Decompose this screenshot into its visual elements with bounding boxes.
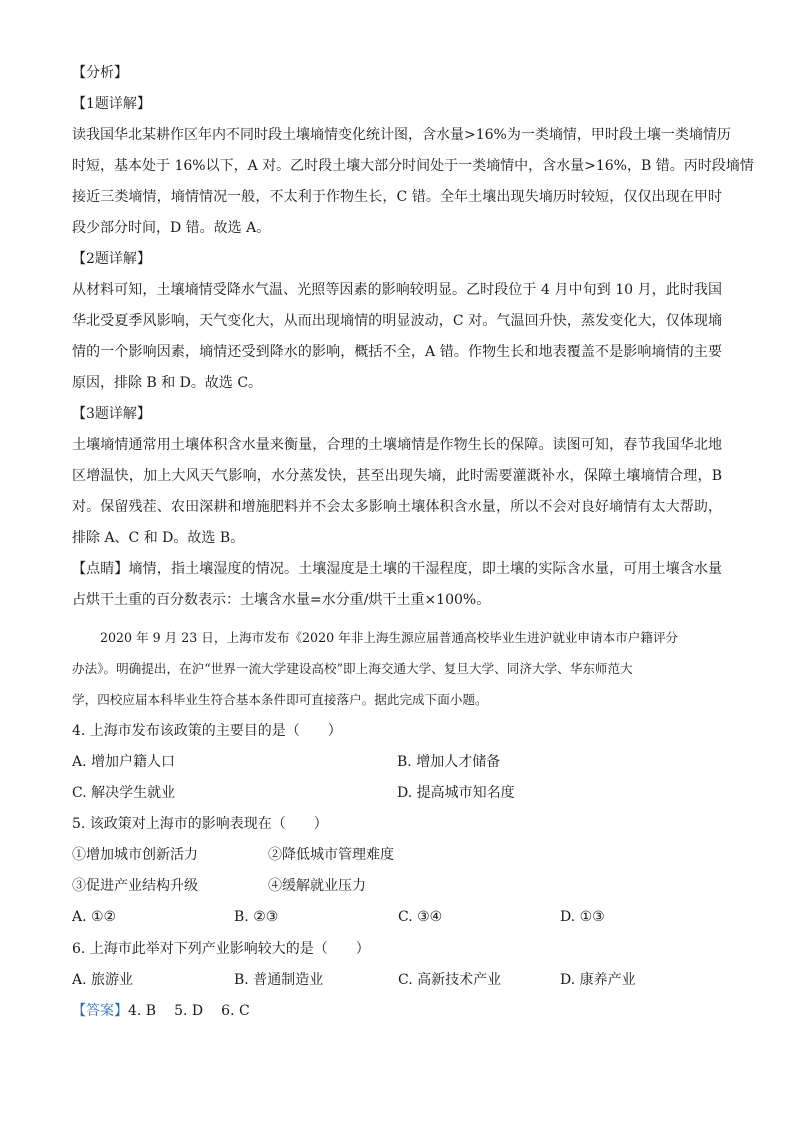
material-line: 2020 年 9 月 23 日，上海市发布《2020 年非上海生源应届普通高校毕业生进沪就业申请本市户籍评分 <box>100 630 679 645</box>
tip-line: 占烘干土重的百分数表示：土壤含水量=水分重/烘干土重×100%。 <box>72 592 491 608</box>
answer-item: 5. D <box>174 1003 204 1019</box>
tip-paragraph <box>72 554 722 616</box>
q3-detail-paragraph <box>72 430 722 554</box>
q6-option-d[interactable]: D. 康养产业 <box>560 972 636 988</box>
q5-stem: 5. 该政策对上海市的影响表现在（ ） <box>72 816 328 832</box>
q4-option-c[interactable]: C. 解决学生就业 <box>72 785 176 801</box>
q5-statement-1: ①增加城市创新活力 <box>72 847 198 863</box>
q5-statement-2: ②降低城市管理难度 <box>268 847 394 863</box>
analysis-section <box>72 58 754 616</box>
q3-line: 对。保留残茬、农田深耕和增施肥料并不会太多影响土壤体积含水量，所以不会对良好墒情有太大帮助， <box>72 499 722 515</box>
q4-stem: 4. 上海市发布该政策的主要目的是（ ） <box>72 723 342 739</box>
answer-item: 4. B <box>128 1003 157 1019</box>
q2-line: 情的一个影响因素，墒情还受到降水的影响，概括不全，A 错。作物生长和地表覆盖不是影响墒情的主要 <box>72 344 722 360</box>
q1-line: 读我国华北某耕作区年内不同时段土壤墒情变化统计图，含水量>16%为一类墒情，甲时段土壤一类墒情历 <box>72 127 731 143</box>
q1-detail-title: 【1题详解】 <box>72 96 151 112</box>
material-line: 学，四校应届本科毕业生符合基本条件即可直接落户。据此完成下面小题。 <box>72 692 488 707</box>
answer-line <box>72 996 722 1027</box>
q6-option-a[interactable]: A. 旅游业 <box>72 972 134 988</box>
q4-option-d[interactable]: D. 提高城市知名度 <box>397 785 515 801</box>
q5-statement-3: ③促进产业结构升级 <box>72 878 198 894</box>
tip-line: 墒情，指土壤湿度的情况。土壤湿度是土壤的干湿程度，即土壤的实际含水量，可用土壤含水量 <box>128 561 723 577</box>
q2-detail-paragraph <box>72 275 722 399</box>
q6-option-b[interactable]: B. 普通制造业 <box>234 972 324 988</box>
tip-tag: 【点睛】 <box>72 561 129 577</box>
q1-line: 段少部分时间，D 错。故选 A。 <box>72 220 271 236</box>
analysis-heading: 【分析】 <box>72 65 128 81</box>
question-6 <box>72 934 722 996</box>
q1-line: 接近三类墒情，墒情情况一般，不太利于作物生长，C 错。全年土壤出现失墒历时较短，仅仅出现在甲时 <box>72 189 722 205</box>
q3-detail-title: 【3题详解】 <box>72 406 151 422</box>
q1-line: 时短，基本处于 16%以下，A 对。乙时段土壤大部分时间处于一类墒情中，含水量>16%，B 错。丙时段墒情 <box>72 158 754 174</box>
q6-option-c[interactable]: C. 高新技术产业 <box>398 972 502 988</box>
q5-option-d[interactable]: D. ①③ <box>560 909 605 925</box>
q2-detail-title: 【2题详解】 <box>72 251 151 267</box>
answer-tag: 【答案】 <box>72 1003 128 1019</box>
q5-option-c[interactable]: C. ③④ <box>398 909 443 925</box>
q5-option-a[interactable]: A. ①② <box>72 909 117 925</box>
question-5 <box>72 809 722 933</box>
q4-option-a[interactable]: A. 增加户籍人口 <box>72 754 176 770</box>
q3-line: 土壤墒情通常用土壤体积含水量来衡量，合理的土壤墒情是作物生长的保障。读图可知，春节我国华北地 <box>72 437 722 453</box>
q3-line: 排除 A、C 和 D。故选 B。 <box>72 530 245 546</box>
question-4 <box>72 716 722 809</box>
q1-detail-paragraph <box>72 120 754 244</box>
q2-line: 从材料可知，土壤墒情受降水气温、光照等因素的影响较明显。乙时段位于 4 月中旬到 10 月，此时我国 <box>72 282 722 298</box>
q6-stem: 6. 上海市此举对下列产业影响较大的是（ ） <box>72 941 370 957</box>
material-paragraph <box>72 622 722 715</box>
answer-item: 6. C <box>221 1003 250 1019</box>
q4-option-b[interactable]: B. 增加人才储备 <box>397 754 501 770</box>
material-line: 办法》。明确提出，在沪“世界一流大学建设高校”即上海交通大学、复旦大学、同济大学、华东师范大 <box>72 661 633 676</box>
q2-line: 华北受夏季风影响，天气变化大，从而出现墒情的明显波动，C 对。气温回升快，蒸发变化大，仅体现墒 <box>72 313 722 329</box>
q3-line: 区增温快，加上大风天气影响，水分蒸发快，甚至出现失墒，此时需要灌溉补水，保障土壤墒情合理，B <box>72 468 722 484</box>
q5-option-b[interactable]: B. ②③ <box>234 909 279 925</box>
q5-statement-4: ④缓解就业压力 <box>268 878 366 894</box>
q2-line: 原因，排除 B 和 D。故选 C。 <box>72 375 263 391</box>
